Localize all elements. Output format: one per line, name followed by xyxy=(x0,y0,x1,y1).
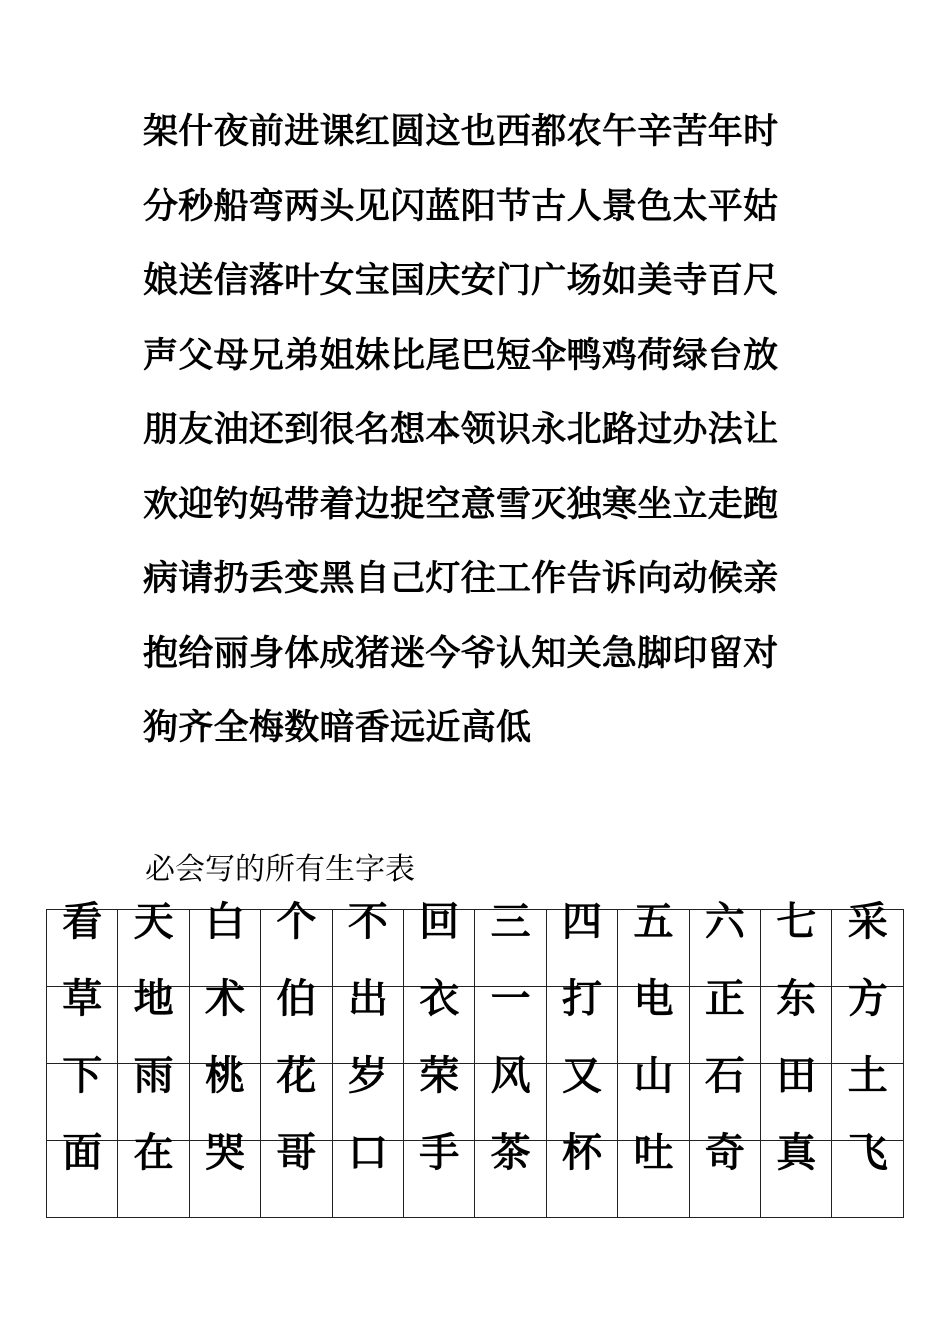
cell-character: 雨 xyxy=(133,1053,174,1099)
table-cell xyxy=(475,1130,546,1218)
cell-character: 又 xyxy=(562,1053,603,1099)
cell-character: 地 xyxy=(133,976,174,1022)
table-cell xyxy=(47,1130,118,1218)
cell-character: 荣 xyxy=(419,1053,460,1099)
table-cell xyxy=(404,976,475,1064)
table-cell xyxy=(118,976,189,1064)
cell-character: 哥 xyxy=(276,1130,317,1176)
cell-character: 田 xyxy=(776,1053,817,1099)
table-cell xyxy=(832,976,904,1064)
cell-character: 正 xyxy=(704,976,745,1022)
character-lines xyxy=(143,112,823,783)
cell-character: 下 xyxy=(62,1053,103,1099)
table-cell xyxy=(189,1053,260,1141)
character-line-8: 抱给丽身体成猪迷今爷认知关急脚印留对 xyxy=(143,633,779,674)
cell-character: 打 xyxy=(562,976,603,1022)
table-cell xyxy=(47,1053,118,1141)
table-cell xyxy=(832,1130,904,1218)
character-line-1: 架什夜前进课红圆这也西都农午辛苦年时 xyxy=(143,112,779,152)
table-cell xyxy=(618,1053,689,1141)
table-cell xyxy=(189,899,260,987)
cell-character: 草 xyxy=(62,976,103,1022)
cell-character: 个 xyxy=(276,899,317,945)
table-cell xyxy=(689,1053,760,1141)
cell-character: 风 xyxy=(490,1053,531,1099)
cell-character: 吐 xyxy=(633,1130,674,1176)
cell-character: 飞 xyxy=(847,1130,888,1176)
cell-character: 不 xyxy=(347,899,388,945)
cell-character: 七 xyxy=(776,899,817,945)
table-cell xyxy=(404,899,475,987)
cell-character: 岁 xyxy=(347,1053,388,1099)
table-cell xyxy=(189,1130,260,1218)
cell-character: 衣 xyxy=(419,976,460,1022)
table-cell xyxy=(475,899,546,987)
character-line-5: 朋友油还到很名想本领识永北路过办法让 xyxy=(143,410,779,450)
cell-character: 五 xyxy=(633,899,674,945)
character-line-3: 娘送信落叶女宝国庆安门广场如美寺百尺 xyxy=(143,261,779,301)
table-cell xyxy=(761,899,832,987)
cell-character: 东 xyxy=(776,976,817,1022)
table-cell xyxy=(761,1130,832,1218)
table-cell xyxy=(689,976,760,1064)
table-cell xyxy=(618,976,689,1064)
cell-character: 一 xyxy=(490,976,531,1022)
section-title: 必会写的所有生字表 xyxy=(145,852,415,887)
table-cell xyxy=(332,1130,403,1218)
table-row xyxy=(47,1064,904,1141)
cell-character: 杯 xyxy=(562,1130,603,1176)
cell-character: 土 xyxy=(847,1053,888,1099)
table-cell xyxy=(546,899,617,987)
cell-character: 面 xyxy=(62,1130,103,1176)
table-cell xyxy=(832,899,904,987)
table-cell xyxy=(618,1130,689,1218)
cell-character: 回 xyxy=(419,899,460,945)
table-cell xyxy=(475,976,546,1064)
character-line-6: 欢迎钓妈带着边捉空意雪灭独寒坐立走跑 xyxy=(143,484,779,525)
cell-character: 在 xyxy=(133,1130,174,1176)
cell-character: 真 xyxy=(776,1130,817,1176)
cell-character: 三 xyxy=(490,899,531,945)
table-cell xyxy=(261,976,332,1064)
table-cell xyxy=(189,976,260,1064)
cell-character: 六 xyxy=(704,899,745,945)
table-cell xyxy=(47,899,118,987)
cell-character: 采 xyxy=(847,899,888,945)
table-cell xyxy=(261,1053,332,1141)
cell-character: 术 xyxy=(205,976,246,1022)
table-cell xyxy=(404,1053,475,1141)
cell-character: 花 xyxy=(276,1053,317,1099)
table-cell xyxy=(118,899,189,987)
table-cell xyxy=(689,899,760,987)
table-cell xyxy=(47,976,118,1064)
table-cell xyxy=(404,1130,475,1218)
character-line-4: 声父母兄弟姐妹比尾巴短伞鸭鸡荷绿台放 xyxy=(143,335,779,376)
table-cell xyxy=(546,976,617,1064)
table-row xyxy=(47,987,904,1064)
table-cell xyxy=(761,1053,832,1141)
character-line-2: 分秒船弯两头见闪蓝阳节古人景色太平姑 xyxy=(143,186,779,227)
cell-character: 出 xyxy=(347,976,388,1022)
character-line-7: 病请扔丢变黑自己灯往工作告诉向动候亲 xyxy=(143,559,779,599)
cell-character: 看 xyxy=(62,899,103,945)
cell-character: 电 xyxy=(633,976,674,1022)
cell-character: 口 xyxy=(347,1130,388,1176)
cell-character: 四 xyxy=(562,899,603,945)
table-cell xyxy=(332,899,403,987)
cell-character: 手 xyxy=(419,1130,460,1176)
character-table xyxy=(46,899,904,1218)
cell-character: 天 xyxy=(133,899,174,945)
table-cell xyxy=(546,1053,617,1141)
table-cell xyxy=(118,1053,189,1141)
table-cell xyxy=(689,1130,760,1218)
cell-character: 伯 xyxy=(276,976,317,1022)
table-cell xyxy=(475,1053,546,1141)
table-cell xyxy=(832,1053,904,1141)
cell-character: 茶 xyxy=(490,1130,531,1176)
cell-character: 桃 xyxy=(205,1053,246,1099)
cell-character: 白 xyxy=(205,899,246,945)
table-cell xyxy=(332,1053,403,1141)
table-row xyxy=(47,910,904,987)
cell-character: 哭 xyxy=(205,1130,246,1176)
table-row xyxy=(47,1141,904,1218)
table-cell xyxy=(261,899,332,987)
cell-character: 山 xyxy=(633,1053,674,1099)
table-cell xyxy=(261,1130,332,1218)
table-cell xyxy=(332,976,403,1064)
table-cell xyxy=(761,976,832,1064)
character-line-9: 狗齐全梅数暗香远近高低 xyxy=(143,708,532,748)
cell-character: 石 xyxy=(704,1053,745,1099)
table-cell xyxy=(618,899,689,987)
table-cell xyxy=(118,1130,189,1218)
cell-character: 方 xyxy=(847,976,888,1022)
cell-character: 奇 xyxy=(704,1130,745,1176)
table-cell xyxy=(546,1130,617,1218)
